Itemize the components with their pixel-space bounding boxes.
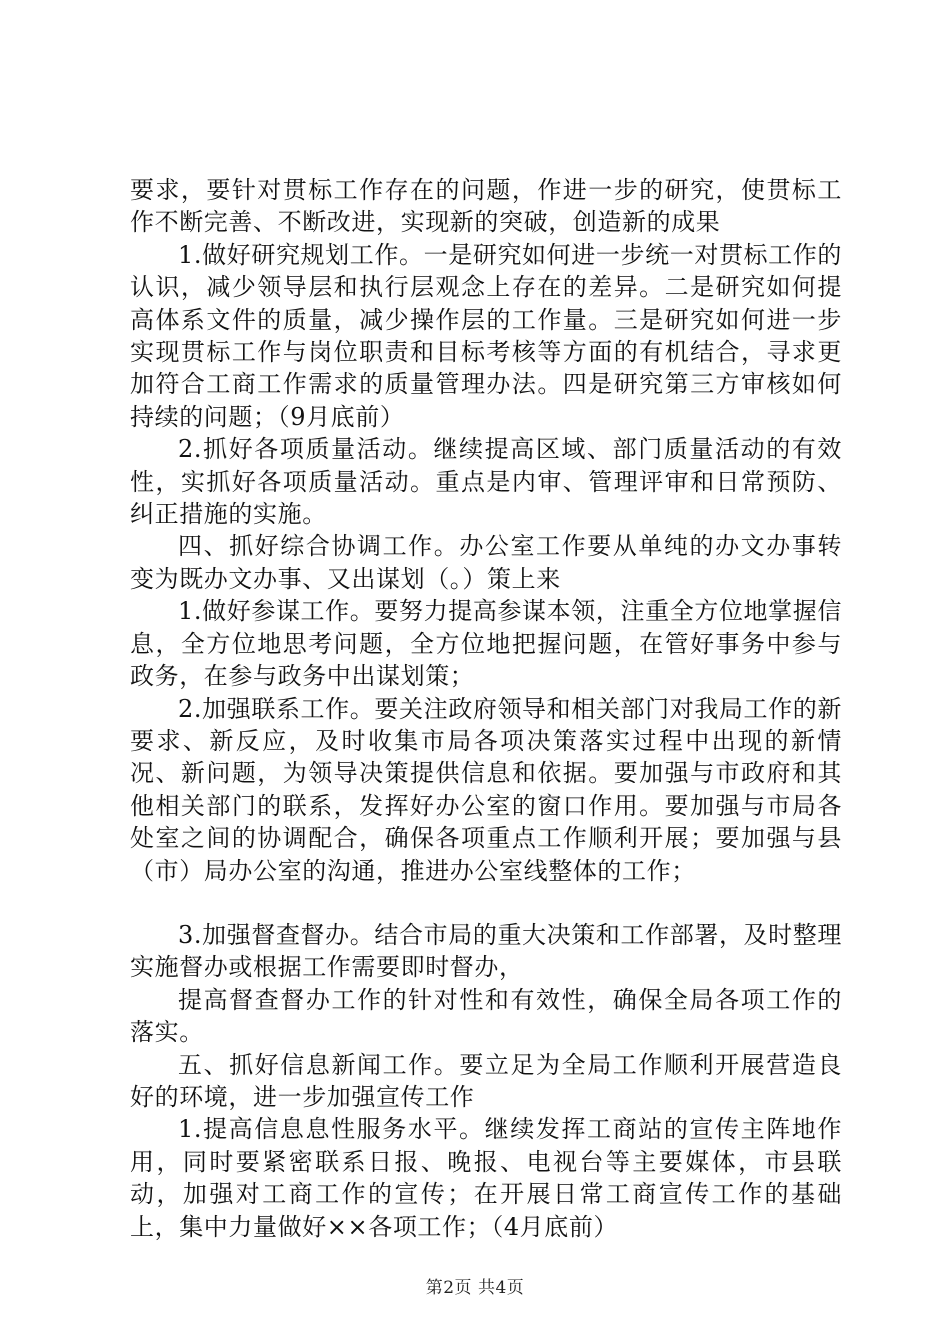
document-body	[130, 174, 842, 1243]
paragraph-1: 要求，要针对贯标工作存在的问题，作进一步的研究，使贯标工作不断完善、不断改进，实现新的突破，创造新的成果	[130, 176, 842, 237]
paragraph-7: 3.加强督查督办。结合市局的重大决策和工作部署，及时整理实施督办或根据工作需要即时督办，	[130, 920, 842, 982]
paragraph-4: 四、抓好综合协调工作。办公室工作要从单纯的办文办事转变为既办文办事、又出谋划（。）策上来	[130, 532, 842, 593]
paragraph-6: 2.加强联系工作。要关注政府领导和相关部门对我局工作的新要求、新反应，及时收集市局各项决策落实过程中出现的新情况、新问题，为领导决策提供信息和依据。要加强与市政府和其他相关部门的联系，发挥好办公室的窗口作用。要加强与市局各处室之间的协调配合，确保各项重点工作顺利开展；要加强与县（市）局办公室的沟通，推进办公室线整体的工作；	[130, 694, 842, 885]
paragraph-5: 1.做好参谋工作。要努力提高参谋本领，注重全方位地掌握信息，全方位地思考问题，全方位地把握问题，在管好事务中参与政务，在参与政务中出谋划策；	[130, 597, 842, 691]
paragraph-2: 1.做好研究规划工作。一是研究如何进一步统一对贯标工作的认识，减少领导层和执行层观念上存在的差异。二是研究如何提高体系文件的质量，减少操作层的工作量。三是研究如何进一步实现贯标工作与岗位职责和目标考核等方面的有机结合，寻求更加符合工商工作需求的质量管理办法。四是研究第三方审核如何持续的问题；（9月底前）	[130, 240, 842, 431]
paragraph-8: 提高督查督办工作的针对性和有效性，确保全局各项工作的落实。	[130, 985, 842, 1047]
paragraph-10: 1.提高信息息性服务水平。继续发挥工商站的宣传主阵地作用，同时要紧密联系日报、晚报、电视台等主要媒体，市县联动，加强对工商工作的宣传；在开展日常工商宣传工作的基础上，集中力量做好××各项工作；（4月底前）	[130, 1115, 842, 1241]
paragraph-3: 2.抓好各项质量活动。继续提高区域、部门质量活动的有效性，实抓好各项质量活动。重点是内审、管理评审和日常预防、纠正措施的实施。	[130, 435, 842, 529]
paragraph-9: 五、抓好信息新闻工作。要立足为全局工作顺利开展营造良好的环境，进一步加强宣传工作	[130, 1050, 842, 1111]
page-number-footer: 第2页 共4页	[425, 1278, 525, 1298]
